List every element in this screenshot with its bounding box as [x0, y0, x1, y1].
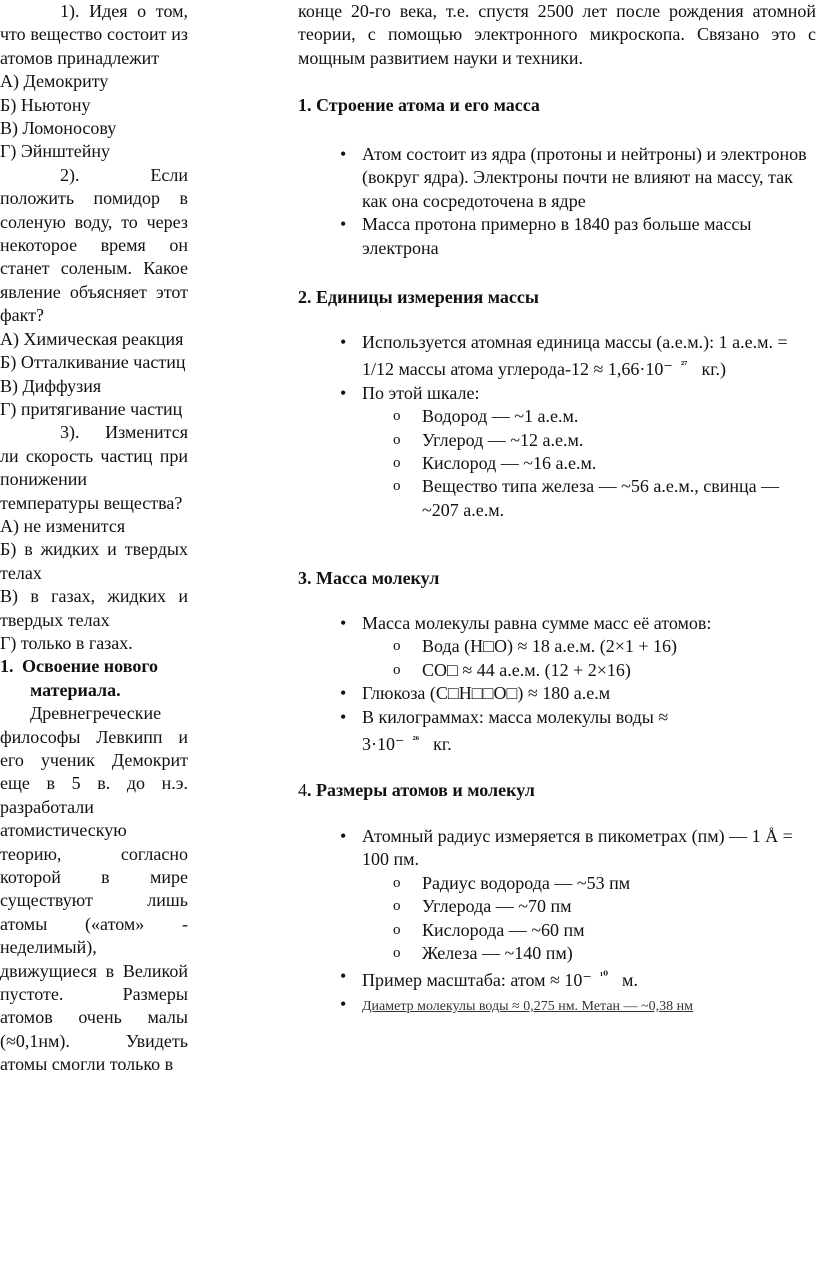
sub-item: o Вещество типа железа — ~56 а.е.м., свинца — ~207 а.е.м.: [298, 475, 816, 522]
intro: [298, 0, 816, 70]
heading-text: . Размеры атомов и молекул: [307, 780, 535, 800]
question-3: 3). Изменится ли скорость частиц при понижении температуры вещества?: [0, 422, 188, 513]
section-title: Освоение нового: [22, 656, 159, 677]
item-text: Пример масштаба: атом ≈ 10⁻: [362, 970, 592, 991]
list-item: • Атомный радиус измеряется в пикометрах (пм) — 1 Å = 100 пм.: [298, 825, 816, 872]
exponent: ¹⁰: [599, 970, 609, 983]
item-text: В килограммах: масса молекулы воды ≈ 3·10⁻: [362, 706, 669, 755]
q3-option: А) не изменится: [0, 515, 126, 536]
q2-option: Б) Отталкивание частиц: [0, 352, 186, 373]
list-molecule-mass: [298, 612, 816, 756]
sub-item: o Водород — ~1 а.е.м.: [298, 405, 816, 428]
section-number: 1.: [0, 656, 14, 677]
exponent: ²⁶: [412, 734, 420, 747]
heading-mass-units: 2. Единицы измерения массы: [298, 287, 539, 307]
heading-structure: 1. Строение атома и его масса: [298, 95, 540, 115]
sub-item: o CO□ ≈ 44 а.е.м. (12 + 2×16): [298, 659, 816, 682]
sub-item: o Углерода — ~70 пм: [298, 895, 816, 918]
intro-text: конце 20-го века, т.е. спустя 2500 лет после рождения атомной теории, с помощью электронного микроскопа. Связано это с мощным развитием науки и техники.: [298, 1, 816, 68]
item-text: кг.): [701, 359, 727, 380]
left-column: [0, 0, 188, 1077]
item-text: м.: [622, 970, 638, 991]
list-mass-units: [298, 331, 816, 522]
item-text: кг.: [433, 734, 452, 755]
sub-item: o Кислород — ~16 а.е.м.: [298, 452, 816, 475]
question-2: 2). Если положить помидор в соленую воду, то через некоторое время он станет соленым. Какое явление объясняет этот факт?: [0, 164, 188, 326]
q3-option: В) в газах, жидких и твердых телах: [0, 586, 188, 630]
list-item: [298, 706, 816, 757]
sub-item: o Вода (H□O) ≈ 18 а.е.м. (2×1 + 16): [298, 635, 816, 658]
q1-option: В) Ломоносову: [0, 118, 117, 139]
list-structure: [298, 143, 816, 260]
item-text: Диаметр молекулы воды ≈ 0,275 нм. Метан — ~0,38 нм: [362, 998, 693, 1014]
list-item: • Масса молекулы равна сумме масс её атомов:: [298, 612, 816, 635]
list-item: • По этой шкале:: [298, 382, 816, 405]
q2-option: Г) притягивание частиц: [0, 398, 183, 419]
sub-item: o Кислорода — ~60 пм: [298, 919, 816, 942]
heading-sizes: [298, 779, 816, 802]
section-heading: [0, 655, 188, 678]
q3-option: Г) только в газах.: [0, 632, 133, 653]
sub-item: o Железа — ~140 пм): [298, 942, 816, 965]
body-text: Древнегреческие философы Левкипп и его ученик Демокрит еще в 5 в. до н.э. разработали атомистическую теорию, согласно которой в мире существуют лишь атомы («атом» - неделимый), движущиеся в Великой пустоте. Размеры атомов очень малы (≈0,1нм). Увидеть атомы смогли только в: [0, 703, 188, 1075]
list-item: [298, 993, 816, 1018]
q2-option: В) Диффузия: [0, 375, 102, 396]
list-item: • Атом состоит из ядра (протоны и нейтроны) и электронов (вокруг ядра). Электроны почти не влияют на массу, так как она сосредоточена в ядре: [298, 143, 816, 213]
heading-molecule-mass: 3. Масса молекул: [298, 568, 440, 588]
list-item: [298, 965, 816, 992]
list-item: • Масса протона примерно в 1840 раз больше массы электрона: [298, 213, 816, 260]
q2-option: А) Химическая реакция: [0, 328, 184, 349]
question-1: 1). Идея о том, что вещество состоит из атомов принадлежит: [0, 1, 188, 68]
list-item: [298, 331, 816, 382]
q1-option: Б) Ньютону: [0, 94, 91, 115]
q1-option: Г) Эйнштейну: [0, 141, 111, 162]
sub-item: o Радиус водорода — ~53 пм: [298, 872, 816, 895]
heading-number: 4: [298, 780, 307, 800]
list-sizes: [298, 825, 816, 1018]
section-title-cont: материала.: [30, 679, 121, 700]
item-text: Используется атомная единица массы (а.е.м.): 1 а.е.м. = 1/12 массы атома углерода-12 ≈ 1,66·10⁻: [362, 332, 788, 380]
sub-item: o Углерод — ~12 а.е.м.: [298, 429, 816, 452]
q3-option: Б) в жидких и твердых телах: [0, 539, 188, 583]
list-item: • Глюкоза (C□H□□O□) ≈ 180 а.е.м: [298, 682, 816, 705]
exponent: ²⁷: [680, 359, 688, 372]
q1-option: А) Демокриту: [0, 71, 109, 92]
